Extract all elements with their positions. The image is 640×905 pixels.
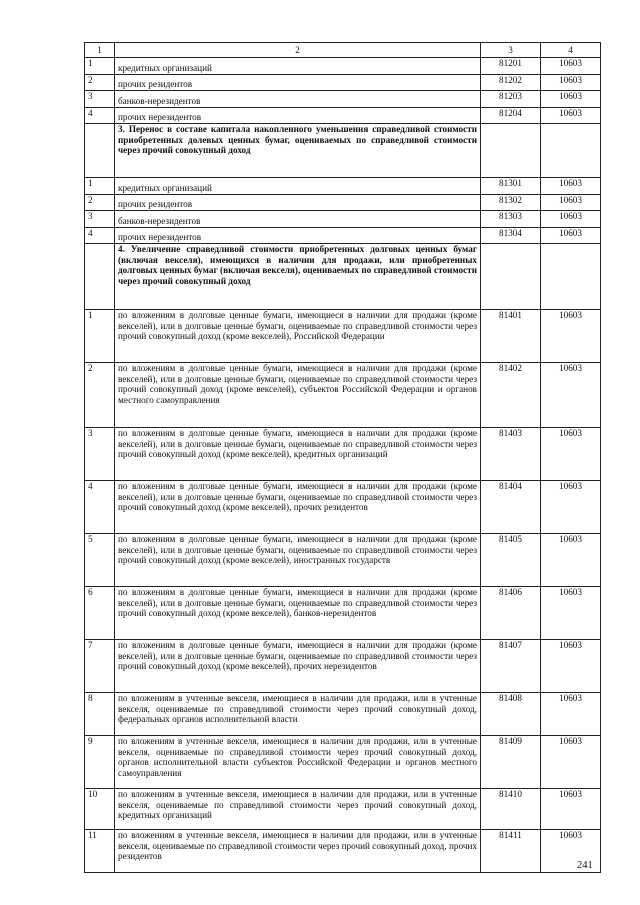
page-number: 241 — [577, 860, 593, 871]
row-code: 81405 — [481, 534, 541, 587]
row-account: 10603 — [541, 363, 601, 428]
header-col-4: 4 — [541, 43, 601, 58]
row-description: прочих нерезидентов — [115, 227, 481, 244]
row-number: 1 — [85, 178, 115, 195]
row-description: кредитных организаций — [115, 58, 481, 75]
section-row — [85, 124, 601, 178]
row-description: по вложениям в долговые ценные бумаги, имеющиеся в наличии для продажи (кроме векселей), или в долговые ценные бумаги, оцениваемые по справедливой стоимости через прочий совокупный доход (кроме векселей), иностранных государств — [115, 534, 481, 587]
header-col-1: 1 — [85, 43, 115, 58]
row-code: 81303 — [481, 211, 541, 228]
row-number: 4 — [85, 227, 115, 244]
table-row — [85, 227, 601, 244]
row-account: 10603 — [541, 736, 601, 789]
table-row — [85, 534, 601, 587]
row-description: прочих резидентов — [115, 194, 481, 211]
table-row — [85, 481, 601, 534]
table-row — [85, 587, 601, 640]
row-description: по вложениям в долговые ценные бумаги, имеющиеся в наличии для продажи (кроме векселей), или в долговые ценные бумаги, оцениваемые по справедливой стоимости через прочий совокупный доход (кроме векселей), субъектов Российской Федерации и органов местного самоуправления — [115, 363, 481, 428]
row-code: 81404 — [481, 481, 541, 534]
row-account — [541, 244, 601, 310]
row-code: 81201 — [481, 58, 541, 75]
table-body — [85, 43, 601, 873]
row-account: 10603 — [541, 789, 601, 830]
row-code: 81204 — [481, 107, 541, 124]
row-account: 10603 — [541, 481, 601, 534]
row-code: 81409 — [481, 736, 541, 789]
row-description: прочих нерезидентов — [115, 107, 481, 124]
table-row — [85, 211, 601, 228]
table-row — [85, 107, 601, 124]
row-code: 81202 — [481, 74, 541, 91]
table-row — [85, 194, 601, 211]
row-number: 3 — [85, 428, 115, 481]
row-description: по вложениям в долговые ценные бумаги, имеющиеся в наличии для продажи (кроме векселей), или в долговые ценные бумаги, оцениваемые по справедливой стоимости через прочий совокупный доход (кроме векселей), банков-нерезидентов — [115, 587, 481, 640]
row-description: по вложениям в долговые ценные бумаги, имеющиеся в наличии для продажи (кроме векселей), или в долговые ценные бумаги, оцениваемые по справедливой стоимости через прочий совокупный доход (кроме векселей), прочих нерезидентов — [115, 640, 481, 693]
row-code: 81401 — [481, 310, 541, 363]
row-account: 10603 — [541, 227, 601, 244]
row-account: 10603 — [541, 640, 601, 693]
row-account: 10603 — [541, 587, 601, 640]
table-row — [85, 91, 601, 108]
row-number: 2 — [85, 194, 115, 211]
row-code: 81410 — [481, 789, 541, 830]
row-number: 8 — [85, 693, 115, 736]
row-account: 10603 — [541, 58, 601, 75]
section-title: 3. Перенос в составе капитала накопленного уменьшения справедливой стоимости приобретенных долевых ценных бумаг, оцениваемых по справедливой стоимости через прочий совокупный доход — [115, 124, 481, 178]
row-code: 81411 — [481, 830, 541, 873]
row-account: 10603 — [541, 830, 601, 873]
row-description: по вложениям в долговые ценные бумаги, имеющиеся в наличии для продажи (кроме векселей), или в долговые ценные бумаги, оцениваемые по справедливой стоимости через прочий совокупный доход (кроме векселей), прочих резидентов — [115, 481, 481, 534]
row-number: 9 — [85, 736, 115, 789]
row-description: кредитных организаций — [115, 178, 481, 195]
section-title: 4. Увеличение справедливой стоимости приобретенных долговых ценных бумаг (включая векселя), имеющихся в наличии для продажи, или приобретенных долговых ценных бумаг (включая векселя), оцениваемых по справедливой стоимости через прочий совокупный доход — [115, 244, 481, 310]
row-account: 10603 — [541, 534, 601, 587]
table-row — [85, 428, 601, 481]
row-number: 6 — [85, 587, 115, 640]
row-description: по вложениям в учтенные векселя, имеющиеся в наличии для продажи, или в учтенные векселя, оцениваемые по справедливой стоимости через прочий совокупный доход, органов исполнительной власти субъектов Российской Федерации и органов местного самоуправления — [115, 736, 481, 789]
row-number: 3 — [85, 211, 115, 228]
row-code: 81304 — [481, 227, 541, 244]
row-code — [481, 244, 541, 310]
row-number: 2 — [85, 74, 115, 91]
row-description: банков-нерезидентов — [115, 91, 481, 108]
table-header-row — [85, 43, 601, 58]
table-row — [85, 640, 601, 693]
row-number: 11 — [85, 830, 115, 873]
row-description: по вложениям в долговые ценные бумаги, имеющиеся в наличии для продажи (кроме векселей), или в долговые ценные бумаги, оцениваемые по справедливой стоимости через прочий совокупный доход (кроме векселей), кредитных организаций — [115, 428, 481, 481]
row-number: 3 — [85, 91, 115, 108]
row-code: 81403 — [481, 428, 541, 481]
table-row — [85, 830, 601, 873]
row-number — [85, 124, 115, 178]
table-row — [85, 736, 601, 789]
row-account — [541, 124, 601, 178]
row-number: 1 — [85, 310, 115, 363]
row-account: 10603 — [541, 178, 601, 195]
row-description: прочих резидентов — [115, 74, 481, 91]
header-col-2: 2 — [115, 43, 481, 58]
row-code: 81402 — [481, 363, 541, 428]
table-row — [85, 74, 601, 91]
table-row — [85, 693, 601, 736]
header-col-3: 3 — [481, 43, 541, 58]
row-number: 4 — [85, 481, 115, 534]
row-description: по вложениям в долговые ценные бумаги, имеющиеся в наличии для продажи (кроме векселей), или в долговые ценные бумаги, оцениваемые по справедливой стоимости через прочий совокупный доход (кроме векселей), Российской Федерации — [115, 310, 481, 363]
row-number: 10 — [85, 789, 115, 830]
accounts-table — [84, 42, 601, 873]
row-code: 81302 — [481, 194, 541, 211]
row-account: 10603 — [541, 428, 601, 481]
row-account: 10603 — [541, 693, 601, 736]
section-row — [85, 244, 601, 310]
row-account: 10603 — [541, 107, 601, 124]
row-account: 10603 — [541, 211, 601, 228]
row-description: по вложениям в учтенные векселя, имеющиеся в наличии для продажи, или в учтенные векселя, оцениваемые по справедливой стоимости через прочий совокупный доход, кредитных организаций — [115, 789, 481, 830]
row-description: банков-нерезидентов — [115, 211, 481, 228]
row-number: 7 — [85, 640, 115, 693]
row-number: 1 — [85, 58, 115, 75]
row-description: по вложениям в учтенные векселя, имеющиеся в наличии для продажи, или в учтенные векселя, оцениваемые по справедливой стоимости через прочий совокупный доход, федеральных органов исполнительной власти — [115, 693, 481, 736]
row-code: 81408 — [481, 693, 541, 736]
row-code: 81301 — [481, 178, 541, 195]
table-row — [85, 58, 601, 75]
row-code: 81406 — [481, 587, 541, 640]
table-row — [85, 178, 601, 195]
table-row — [85, 789, 601, 830]
row-number — [85, 244, 115, 310]
table-row — [85, 363, 601, 428]
row-code: 81203 — [481, 91, 541, 108]
row-code — [481, 124, 541, 178]
row-account: 10603 — [541, 194, 601, 211]
row-number: 4 — [85, 107, 115, 124]
table-row — [85, 310, 601, 363]
row-account: 10603 — [541, 91, 601, 108]
row-code: 81407 — [481, 640, 541, 693]
row-number: 5 — [85, 534, 115, 587]
row-number: 2 — [85, 363, 115, 428]
row-account: 10603 — [541, 74, 601, 91]
row-account: 10603 — [541, 310, 601, 363]
row-description: по вложениям в учтенные векселя, имеющиеся в наличии для продажи, или в учтенные векселя, оцениваемые по справедливой стоимости через прочий совокупный доход, прочих резидентов — [115, 830, 481, 873]
